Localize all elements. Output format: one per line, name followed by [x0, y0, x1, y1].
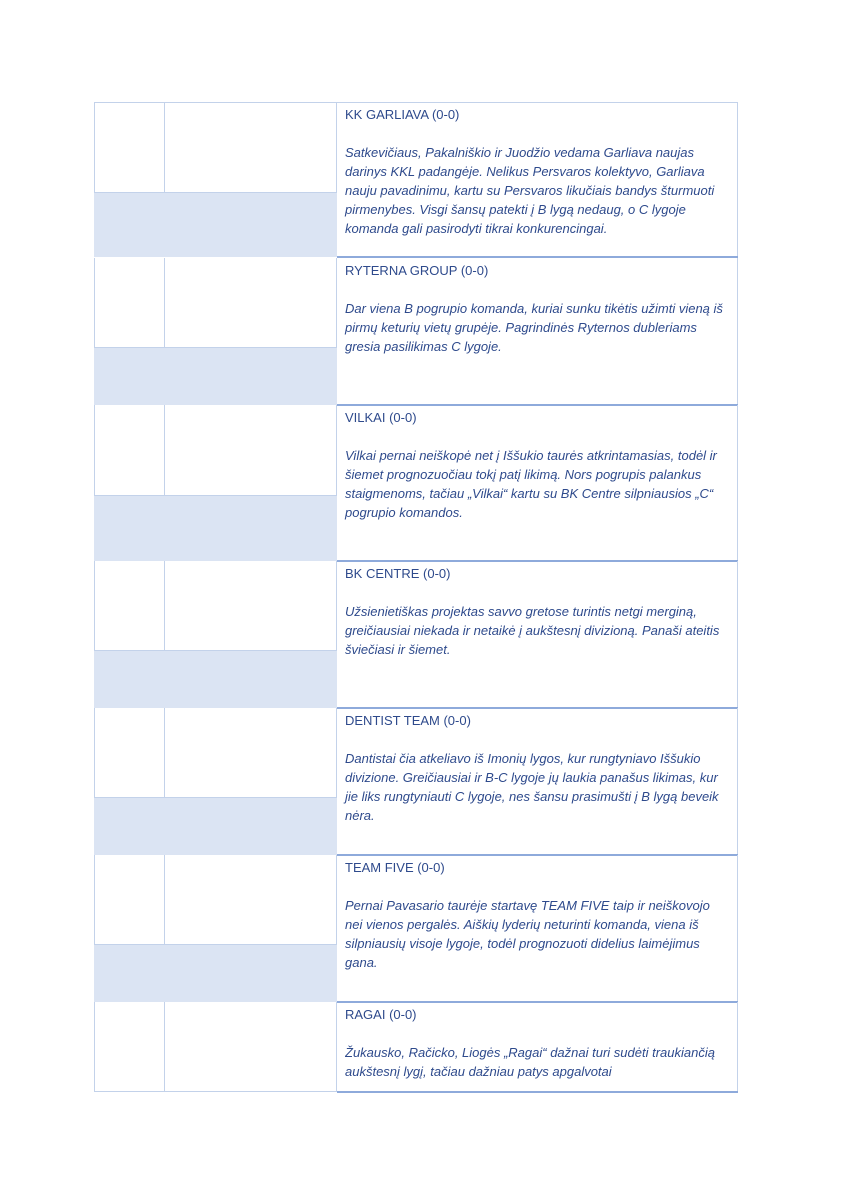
- team-title: VILKAI (0-0): [345, 410, 417, 425]
- team-entry: [337, 102, 738, 257]
- shaded-cell: [94, 944, 337, 1002]
- team-title: KK GARLIAVA (0-0): [345, 107, 460, 122]
- blank-cell: [94, 855, 165, 944]
- shaded-cell: [94, 650, 337, 708]
- blank-cell: [165, 561, 337, 650]
- team-description: Užsienietiškas projektas savvo gretose turintis netgi merginą, greičiausiai niekada ir netaikė į aukštesnį divizioną. Panaši ateitis šviečiasi ir šiemet.: [345, 604, 720, 657]
- blank-cell: [165, 405, 337, 495]
- team-description: Satkevičiaus, Pakalniškio ir Juodžio vedama Garliava naujas darinys KKL padangėje. Nelikus Persvaros kolektyvo, Garliava nauju pavadinimu, kartu su Persvaros likučiais bandys šturmuoti pirmenybes. Visgi šansų patekti į B lygą nedaug, o C lygoje komanda gali pasirodyti tikrai konkurencingai.: [345, 145, 715, 236]
- team-description: Dantistai čia atkeliavo iš Imonių lygos, kur rungtyniavo Iššukio divizione. Greičiausiai ir B-C lygoje jų laukia panašus likimas, kur jie liks rungtyniauti C lygoje, nes šansu prasimušti į B lygą beveik nėra.: [345, 751, 719, 823]
- blank-cell: [165, 855, 337, 944]
- shaded-cell: [94, 347, 337, 405]
- table-row: [94, 102, 738, 257]
- row-separator: [337, 1091, 738, 1093]
- table-row: [94, 855, 738, 1002]
- team-title: BK CENTRE (0-0): [345, 566, 451, 581]
- blank-cell: [94, 258, 165, 347]
- blank-cell: [165, 708, 337, 797]
- team-description: Vilkai pernai neiškopė net į Iššukio taurės atkrintamasias, todėl ir šiemet prognozuočiau tokį patį likimą. Nors pogrupis palankus staigmenoms, tačiau „Vilkai“ kartu su BK Centre silpniausios „C“ pogrupio komandos.: [345, 448, 717, 520]
- team-entry: [337, 258, 738, 405]
- blank-cell: [165, 102, 337, 192]
- team-entry: [337, 708, 738, 855]
- team-description: Žukausko, Račicko, Liogės „Ragai“ dažnai turi sudėti traukiančią aukštesnį lygį, tačiau dažniau patys apgalvotai: [345, 1045, 715, 1079]
- table-row: [94, 258, 738, 405]
- team-entry: [337, 561, 738, 708]
- team-description: Dar viena B pogrupio komanda, kuriai sunku tikėtis užimti vieną iš pirmų keturių vietų grupėje. Pagrindinės Ryternos dubleriams gresia pasilikimas C lygoje.: [345, 301, 723, 354]
- team-entry: [337, 405, 738, 561]
- blank-cell: [94, 708, 165, 797]
- team-title: TEAM FIVE (0-0): [345, 860, 445, 875]
- blank-cell: [94, 102, 165, 192]
- table-row: [94, 1002, 738, 1092]
- blank-cell: [94, 1002, 165, 1092]
- blank-cell: [94, 405, 165, 495]
- table-row: [94, 561, 738, 708]
- blank-cell: [165, 1002, 337, 1092]
- table-row: [94, 708, 738, 855]
- blank-cell: [94, 561, 165, 650]
- shaded-cell: [94, 797, 337, 855]
- team-entry: [337, 1002, 738, 1092]
- shaded-cell: [94, 495, 337, 561]
- team-description: Pernai Pavasario taurėje startavę TEAM FIVE taip ir neiškovojo nei vienos pergalės. Aiškių lyderių neturinti komanda, viena iš silpniausių visoje lygoje, todėl prognozuoti didelius laimėjimus gana.: [345, 898, 710, 970]
- blank-cell: [165, 258, 337, 347]
- team-title: RYTERNA GROUP (0-0): [345, 263, 489, 278]
- team-title: RAGAI (0-0): [345, 1007, 417, 1022]
- team-title: DENTIST TEAM (0-0): [345, 713, 471, 728]
- shaded-cell: [94, 192, 337, 257]
- table-row: [94, 405, 738, 561]
- team-entry: [337, 855, 738, 1002]
